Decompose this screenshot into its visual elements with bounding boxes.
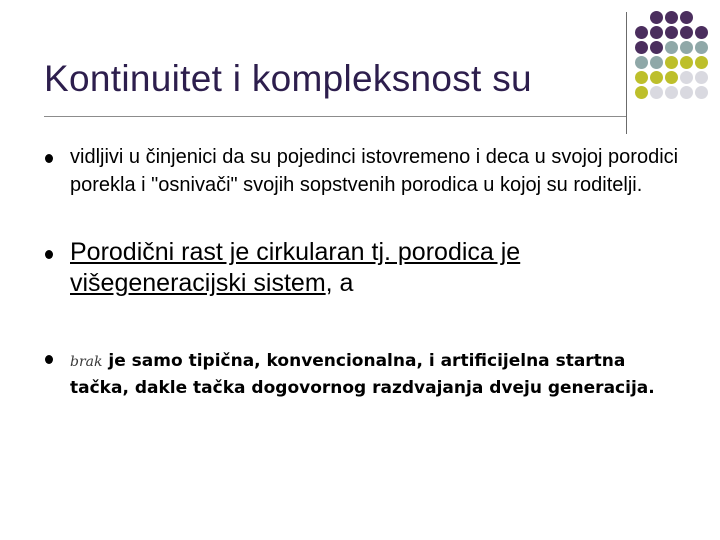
decorative-dot-icon <box>635 86 648 99</box>
decorative-dot-icon <box>695 26 708 39</box>
bullet-text-3-body: je samo tipična, konvencionalna, i artificijelna startna tačka, dakle tačka dogovornog razdvajanja dveju generacija. <box>70 351 655 398</box>
decorative-dot-icon <box>665 41 678 54</box>
bullet-dot-icon <box>45 250 53 259</box>
decorative-dot-icon <box>680 11 693 24</box>
decorative-dot-icon <box>680 56 693 69</box>
decorative-dot-icon <box>650 56 663 69</box>
vertical-divider <box>626 12 627 134</box>
bullet-text-2 <box>70 237 690 299</box>
decorative-dot-icon <box>680 41 693 54</box>
title-underline-rule <box>44 116 626 117</box>
bullet-dot-icon <box>45 154 53 163</box>
decorative-dot-icon <box>665 56 678 69</box>
phrase-suffix: , a <box>325 269 354 297</box>
decorative-dot-icon <box>635 56 648 69</box>
decorative-dot-icon <box>665 11 678 24</box>
bullet-text-1: vidljivi u činjenici da su pojedinci istovremeno i deca u svojoj porodici porekla i "osnivači" svojih sopstvenih porodica u kojoj su roditelji. <box>70 146 679 196</box>
lead-word: brak <box>70 354 103 370</box>
decorative-dot-icon <box>665 26 678 39</box>
decorative-dot-icon <box>665 71 678 84</box>
decorative-dot-icon <box>680 71 693 84</box>
underlined-phrase: Porodični rast je cirkularan tj. porodica je višegeneracijski sistem <box>70 238 521 297</box>
decorative-dot-icon <box>650 41 663 54</box>
bullet-dot-icon <box>45 355 53 364</box>
decorative-dot-icon <box>650 71 663 84</box>
decorative-dot-icon <box>695 71 708 84</box>
slide-title: Kontinuitet i kompleksnost su <box>44 58 532 99</box>
decorative-dot-icon <box>695 56 708 69</box>
decorative-dot-icon <box>635 41 648 54</box>
decorative-dot-icon <box>650 26 663 39</box>
decorative-dot-icon <box>650 11 663 24</box>
decorative-dot-icon <box>665 86 678 99</box>
decorative-dot-icon <box>695 41 708 54</box>
decorative-dot-icon <box>680 26 693 39</box>
decorative-dot-icon <box>680 86 693 99</box>
decorative-dot-icon <box>695 86 708 99</box>
decorative-dot-icon <box>650 86 663 99</box>
decorative-dot-icon <box>635 26 648 39</box>
bullet-text-3 <box>70 348 690 401</box>
decorative-dot-icon <box>635 71 648 84</box>
